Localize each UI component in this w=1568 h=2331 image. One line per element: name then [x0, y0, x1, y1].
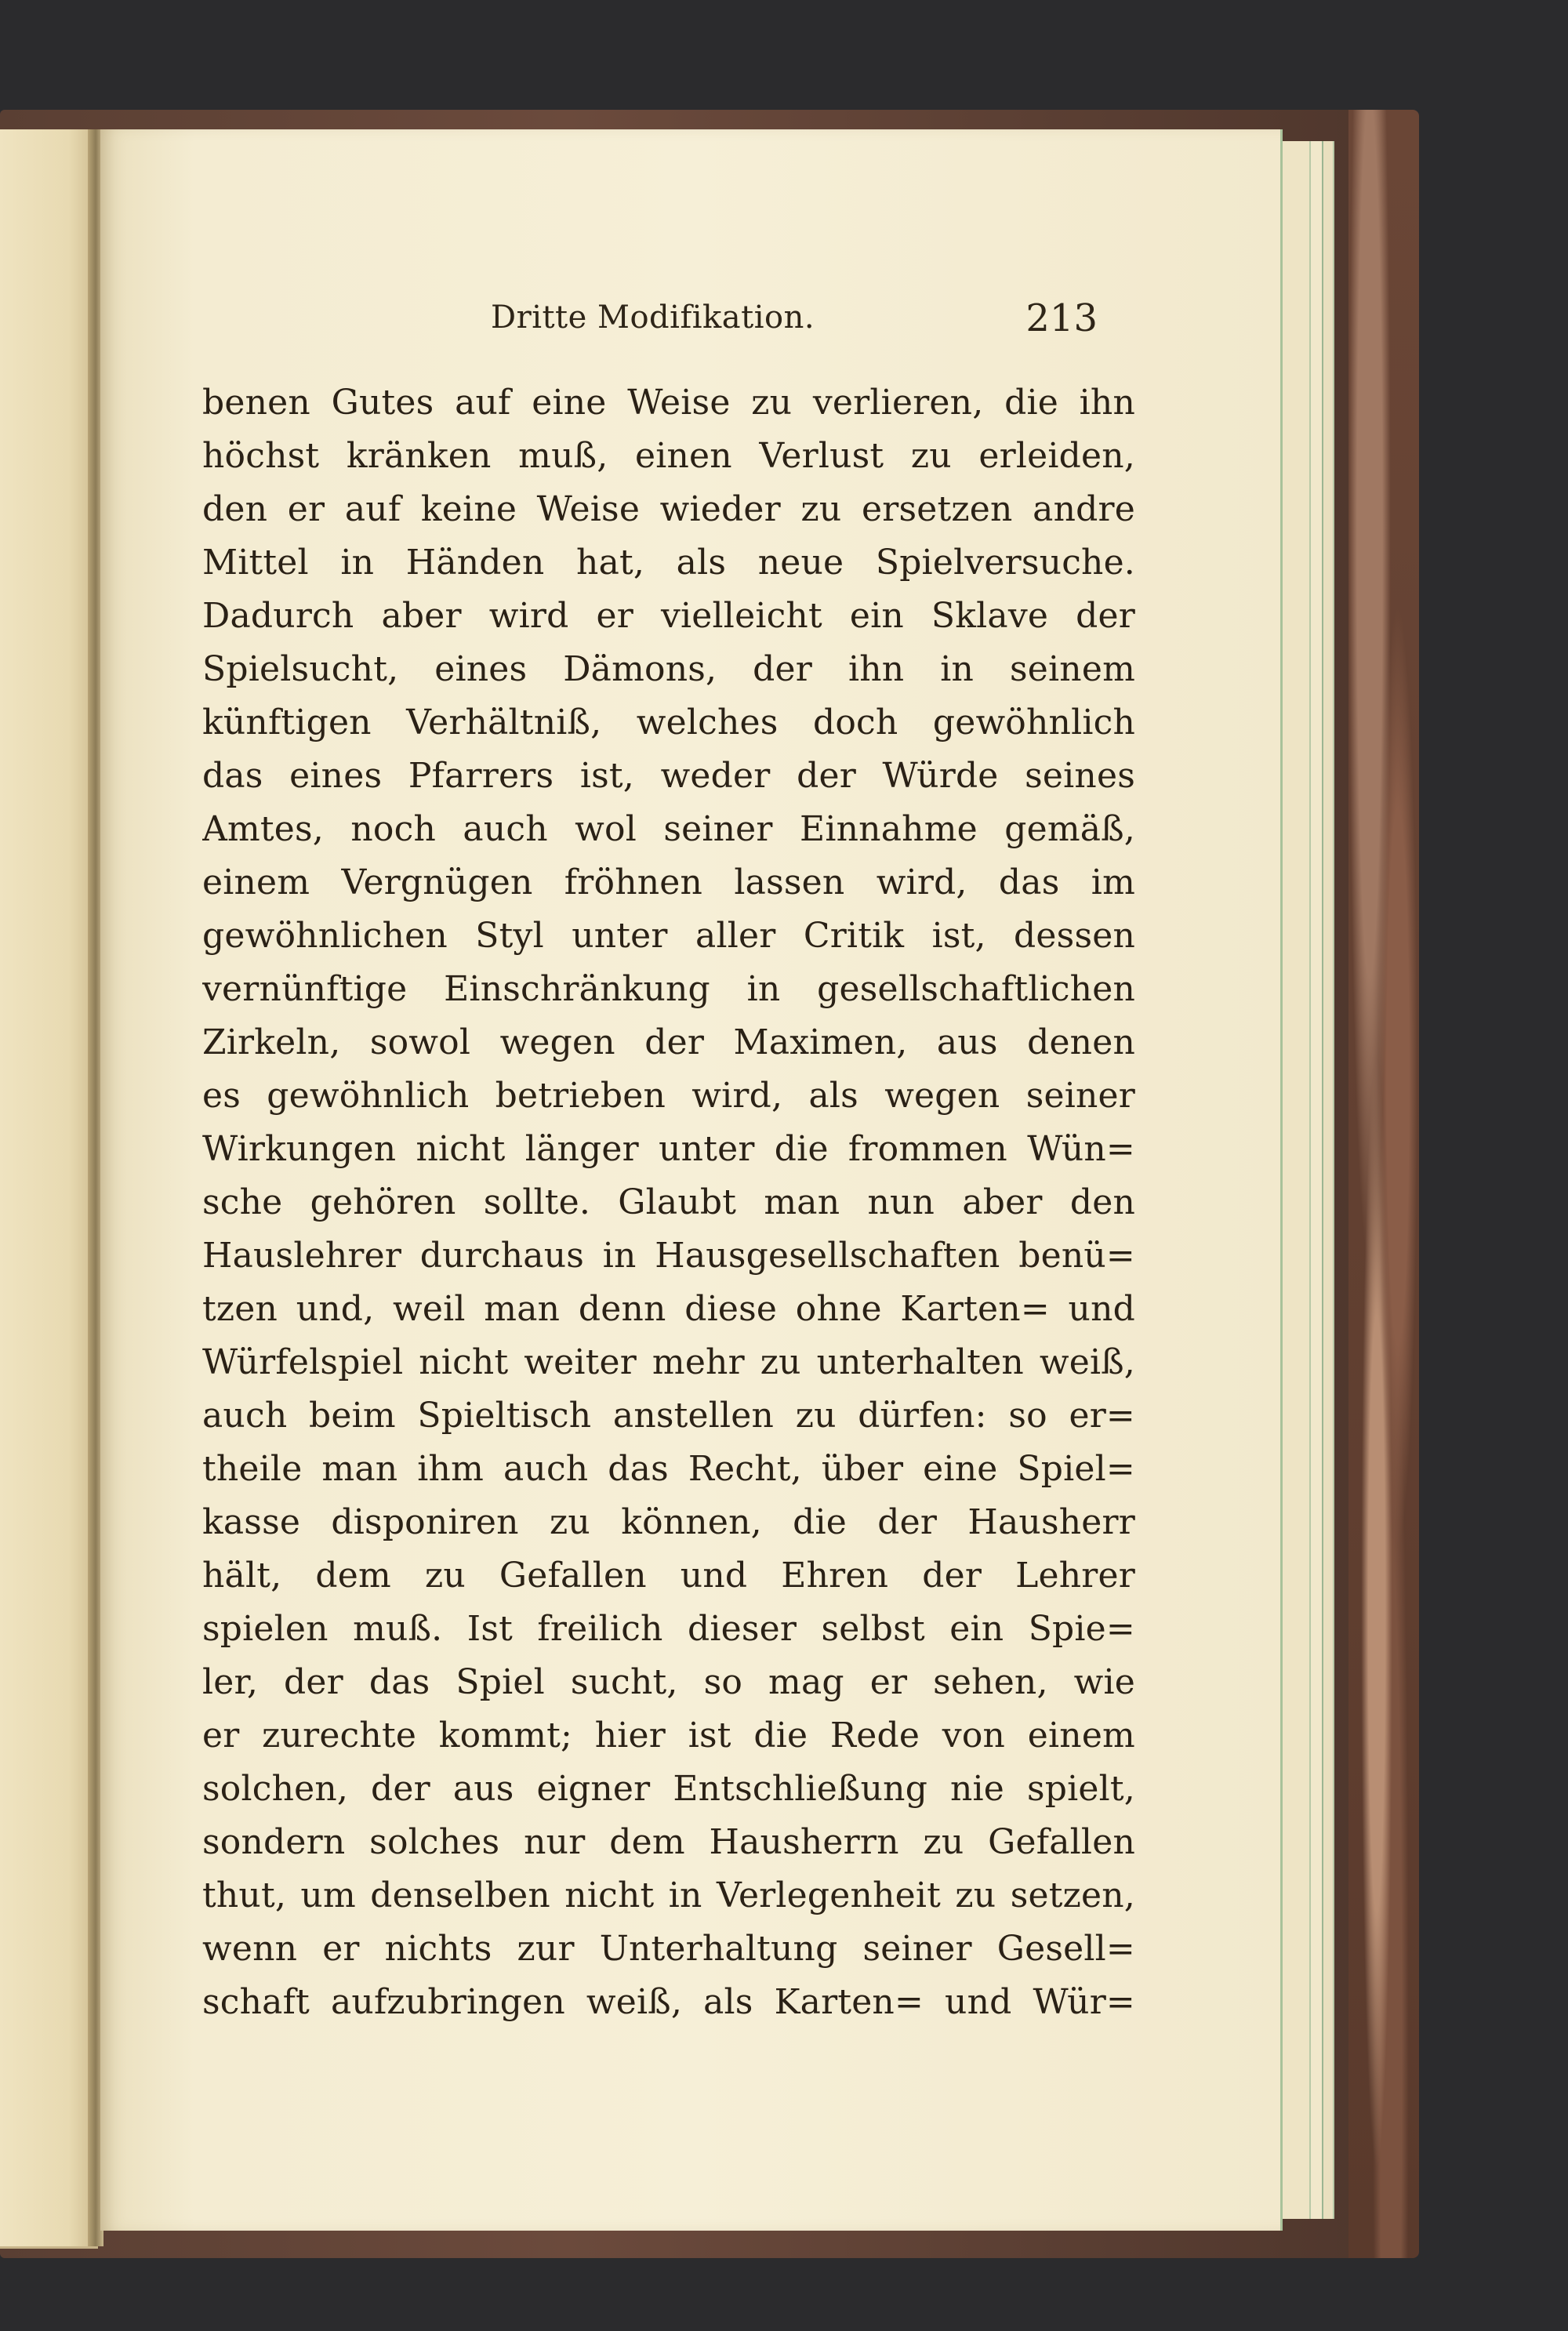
page-number: 213 — [1025, 296, 1098, 340]
text-line: Hauslehrer durchaus in Hausgesellschaften benü= — [202, 1236, 1135, 1276]
text-line: Amtes, noch auch wol seiner Einnahme gemäß, — [202, 809, 1135, 849]
text-line: es gewöhnlich betrieben wird, als wegen seiner — [202, 1076, 1135, 1116]
text-line: Dadurch aber wird er vielleicht ein Sklave der — [202, 596, 1135, 636]
running-head: Dritte Modifikation. — [491, 300, 815, 336]
text-line: schaft aufzubringen weiß, als Karten= und Wür= — [202, 1982, 1135, 2022]
text-line: tzen und, weil man denn diese ohne Karten= und — [202, 1289, 1135, 1329]
text-line: Zirkeln, sowol wegen der Maximen, aus denen — [202, 1022, 1135, 1062]
text-line: thut, um denselben nicht in Verlegenheit zu setzen, — [202, 1875, 1135, 1915]
text-line: theile man ihm auch das Recht, über eine Spiel= — [202, 1449, 1135, 1489]
text-line: Mittel in Händen hat, als neue Spielversuche. — [202, 543, 1135, 583]
text-line: solchen, der aus eigner Entschließung nie spielt, — [202, 1769, 1135, 1809]
text-line: Würfelspiel nicht weiter mehr zu unterhalten weiß, — [202, 1342, 1135, 1382]
text-line: ler, der das Spiel sucht, so mag er sehen, wie — [202, 1662, 1135, 1702]
text-line: höchst kränken muß, einen Verlust zu erleiden, — [202, 436, 1135, 476]
marbled-board — [1348, 110, 1419, 2258]
text-line: auch beim Spieltisch anstellen zu dürfen: so er= — [202, 1396, 1135, 1436]
text-line: Spielsucht, eines Dämons, der ihn in seinem — [202, 649, 1135, 689]
text-line: wenn er nichts zur Unterhaltung seiner Gesell= — [202, 1929, 1135, 1969]
text-line: gewöhnlichen Styl unter aller Critik ist, dessen — [202, 916, 1135, 956]
body-text — [202, 376, 1135, 2029]
text-line: hält, dem zu Gefallen und Ehren der Lehrer — [202, 1556, 1135, 1596]
text-line: das eines Pfarrers ist, weder der Würde seines — [202, 756, 1135, 796]
text-line: künftigen Verhältniß, welches doch gewöhnlich — [202, 703, 1135, 743]
text-line: vernünftige Einschränkung in gesellschaftlichen — [202, 969, 1135, 1009]
text-line: einem Vergnügen fröhnen lassen wird, das im — [202, 862, 1135, 902]
text-line: sondern solches nur dem Hausherrn zu Gefallen — [202, 1822, 1135, 1862]
text-line: den er auf keine Weise wieder zu ersetzen andre — [202, 489, 1135, 529]
text-line: spielen muß. Ist freilich dieser selbst ein Spie= — [202, 1609, 1135, 1649]
page-header — [470, 296, 1098, 343]
text-line: er zurechte kommt; hier ist die Rede von einem — [202, 1716, 1135, 1756]
facing-page — [0, 129, 98, 2249]
text-line: sche gehören sollte. Glaubt man nun aber den — [202, 1182, 1135, 1222]
text-line: Wirkungen nicht länger unter die frommen Wün= — [202, 1129, 1135, 1169]
text-line: benen Gutes auf eine Weise zu verlieren, die ihn — [202, 383, 1135, 423]
text-line: kasse disponiren zu können, die der Hausherr — [202, 1502, 1135, 1542]
